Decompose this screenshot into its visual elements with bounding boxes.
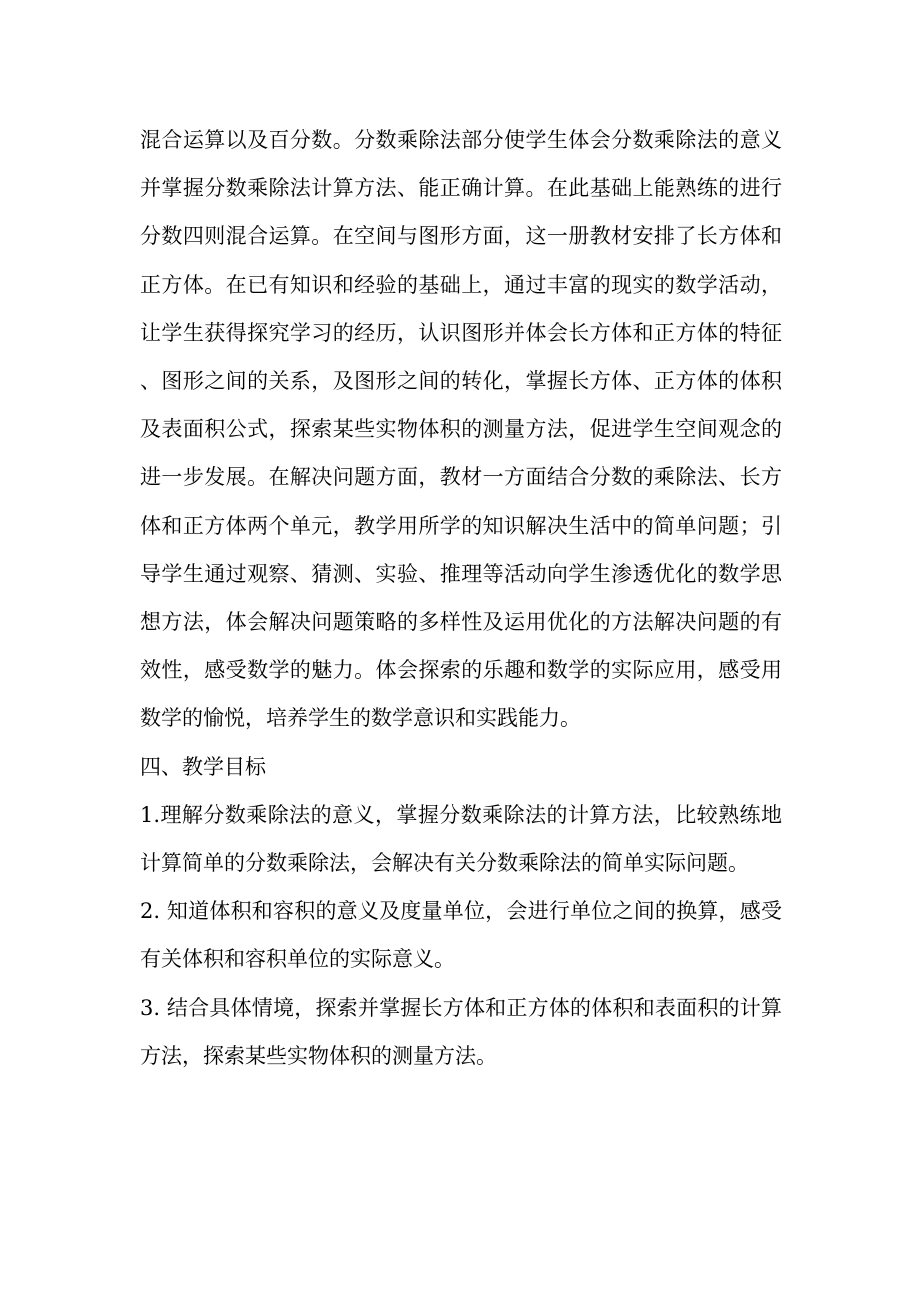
objective-item-1: 1.理解分数乘除法的意义，掌握分数乘除法的计算方法，比较熟练地计算简单的分数乘除法，会解决有关分数乘除法的简单实际问题。 xyxy=(140,802,782,876)
section-heading: 四、教学目标 xyxy=(140,754,266,779)
body-paragraph: 混合运算以及百分数。分数乘除法部分使学生体会分数乘除法的意义并掌握分数乘除法计算方法、能正确计算。在此基础上能熟练的进行分数四则混合运算。在空间与图形方面，这一册教材安排了长方体和正方体。在已有知识和经验的基础上，通过丰富的现实的数学活动，让学生获得探究学习的经历，认识图形并体会长方体和正方体的特征、图形之间的关系，及图形之间的转化，掌握长方体、正方体的体积及表面积公式，探索某些实物体积的测量方法，促进学生空间观念的进一步发展。在解决问题方面，教材一方面结合分数的乘除法、长方体和正方体两个单元，教学用所学的知识解决生活中的简单问题；引导学生通过观察、猜测、实验、推理等活动向学生渗透优化的数学思想方法，体会解决问题策略的多样性及运用优化的方法解决问题的有效性，感受数学的魅力。体会探索的乐趣和数学的实际应用，感受用数学的愉悦，培养学生的数学意识和实践能力。 xyxy=(140,128,782,731)
document-body xyxy=(140,116,782,1080)
objective-item-3: 3. 结合具体情境，探索并掌握长方体和正方体的体积和表面积的计算方法，探索某些实物体积的测量方法。 xyxy=(140,995,782,1068)
objective-item-2: 2. 知道体积和容积的意义及度量单位，会进行单位之间的换算，感受有关体积和容积单位的实际意义。 xyxy=(140,899,782,972)
